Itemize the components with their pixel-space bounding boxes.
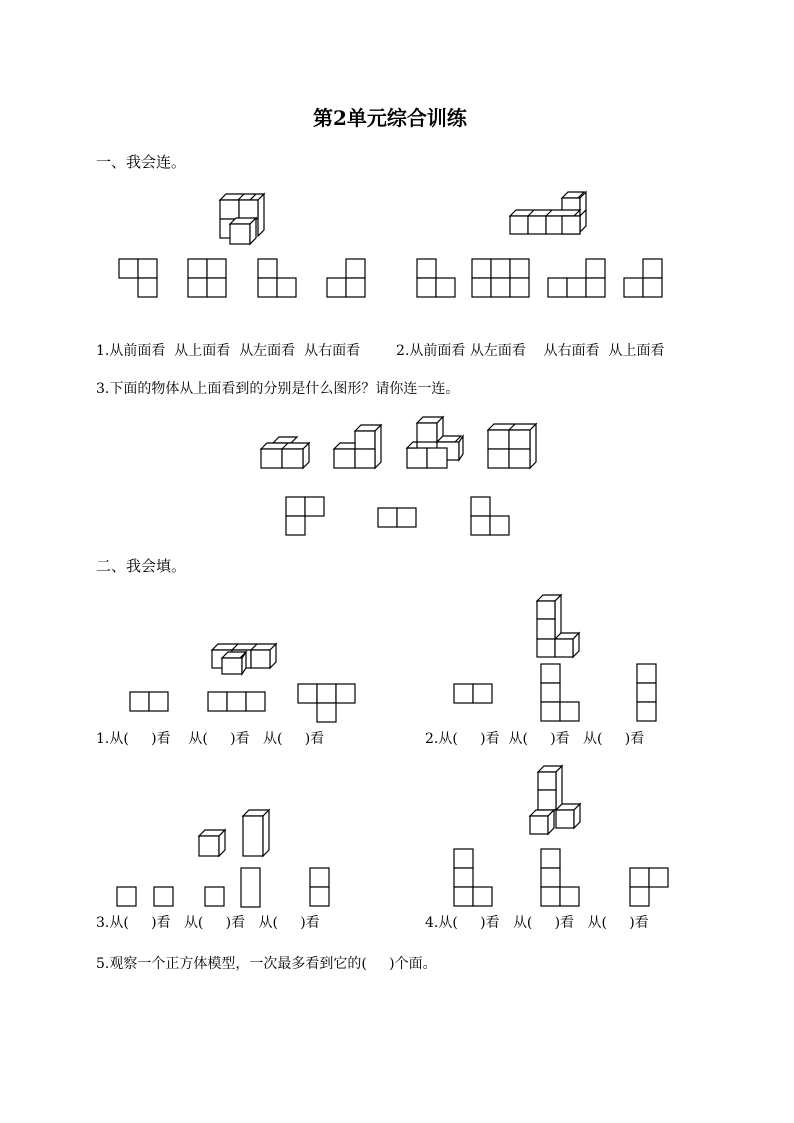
fill-suffix: )看 [550, 731, 570, 747]
fill-prefix: 从( [188, 731, 208, 747]
view-shape-2b [471, 258, 533, 300]
page-title: 第2单元综合训练 [313, 106, 467, 130]
fill-prefix: 从( [262, 731, 283, 747]
cube-object-2 [508, 190, 586, 246]
view-label: 从上面看 [608, 343, 665, 359]
q3-top-view-3 [470, 496, 512, 538]
s2-q4-fill-line: 4.从( )看 从( )看 从( )看 [425, 915, 649, 931]
cube-object-1 [216, 192, 268, 246]
fill-prefix: 从( [183, 915, 204, 931]
question-number: 2 [425, 731, 434, 747]
view-shape-1a [118, 258, 160, 300]
question-number: 4 [425, 915, 434, 931]
q3-object-4 [486, 422, 538, 470]
fill-prefix: 从( [583, 731, 603, 747]
s2-q3-view-3 [204, 886, 226, 908]
view-shape-1b [187, 258, 229, 300]
s2-q2-view-1 [453, 683, 495, 705]
view-shape-1c [257, 258, 299, 300]
question-text: 观察一个正方体模型，一次最多看到它的( [109, 956, 367, 972]
fill-suffix: )看 [304, 731, 325, 747]
s2-q4-object [528, 764, 584, 836]
fill-suffix: )看 [230, 731, 250, 747]
fill-suffix: )看 [225, 915, 246, 931]
s2-q3-cube [197, 828, 229, 858]
view-label: 从前面看 [109, 343, 166, 359]
s2-q2-view-2 [540, 663, 582, 725]
fill-prefix: 从( [258, 915, 278, 931]
view-label: 从上面看 [174, 343, 231, 359]
fill-prefix: 从( [109, 731, 129, 747]
s2-q2-view-3 [636, 663, 660, 725]
question-number: 3 [96, 915, 105, 931]
question-number: 1 [96, 731, 105, 747]
question-number: 5 [96, 956, 105, 972]
fill-prefix: 从( [587, 915, 607, 931]
fill-prefix: 从( [508, 731, 528, 747]
view-shape-2c [547, 258, 609, 300]
fill-prefix: 从( [438, 731, 458, 747]
s2-q3-fill-line: 3.从( )看 从( )看 从( )看 [96, 915, 320, 931]
view-label: 从左面看 [239, 343, 296, 359]
view-shape-1d [326, 258, 368, 300]
s2-q1-view-2 [207, 691, 267, 713]
s2-q3-view-5 [309, 867, 331, 909]
fill-prefix: 从( [109, 915, 129, 931]
question-text: 下面的物体从上面看到的分别是什么图形？请你连一连。 [109, 381, 460, 397]
view-shape-2a [416, 258, 458, 300]
s2-q1-view-1 [129, 691, 171, 713]
s2-q3-view-4 [240, 867, 262, 909]
q3-top-view-1 [285, 496, 327, 538]
section-2-heading: 二、我会填。 [96, 557, 187, 575]
fill-suffix: )看 [151, 731, 171, 747]
s2-q4-view-3 [629, 867, 671, 909]
s2-q1-fill-line: 1.从( )看 从( )看 从( )看 [96, 731, 325, 747]
fill-suffix: )看 [629, 915, 649, 931]
fill-prefix: 从( [512, 915, 533, 931]
question-number: 1 [96, 343, 105, 359]
q3-top-view-2 [377, 507, 419, 529]
fill-suffix: )看 [300, 915, 320, 931]
fill-suffix: )看 [480, 915, 500, 931]
s2-q4-view-2 [540, 848, 582, 910]
fill-suffix: )看 [624, 731, 645, 747]
view-label: 从左面看 [469, 343, 526, 359]
q3-object-3 [405, 414, 465, 470]
s2-q4-view-1 [453, 848, 495, 910]
q3-object-2 [332, 422, 384, 470]
section-1-heading: 一、我会连。 [96, 153, 187, 171]
s2-q2-fill-line: 2.从( )看 从( )看 从( )看 [425, 731, 645, 747]
q3-object-1 [259, 434, 311, 470]
s2-q3-cuboid [241, 808, 273, 858]
view-label: 从前面看 [409, 343, 466, 359]
fill-suffix: )看 [151, 915, 171, 931]
question-text-end: )个面。 [389, 956, 437, 972]
s2-q1-view-3 [297, 683, 357, 723]
view-shape-2d [623, 258, 665, 300]
s1-question-3: 3.下面的物体从上面看到的分别是什么图形？请你连一连。 [96, 381, 460, 397]
question-number: 3 [96, 381, 105, 397]
s2-question-5: 5.观察一个正方体模型，一次最多看到它的( )个面。 [96, 956, 437, 972]
s2-q3-view-2 [153, 886, 175, 908]
question-number: 2 [396, 343, 405, 359]
s2-q3-view-1 [116, 886, 138, 908]
s2-q1-object [210, 640, 280, 676]
fill-suffix: )看 [480, 731, 500, 747]
s1-labels-group-1: 1.从前面看 从上面看 从左面看 从右面看 [96, 343, 361, 359]
s2-q2-object [533, 593, 585, 659]
fill-prefix: 从( [438, 915, 458, 931]
view-label: 从右面看 [304, 343, 361, 359]
view-label: 从右面看 [543, 343, 600, 359]
s1-labels-group-2: 2.从前面看 从左面看 从右面看 从上面看 [396, 343, 665, 359]
fill-suffix: )看 [554, 915, 575, 931]
